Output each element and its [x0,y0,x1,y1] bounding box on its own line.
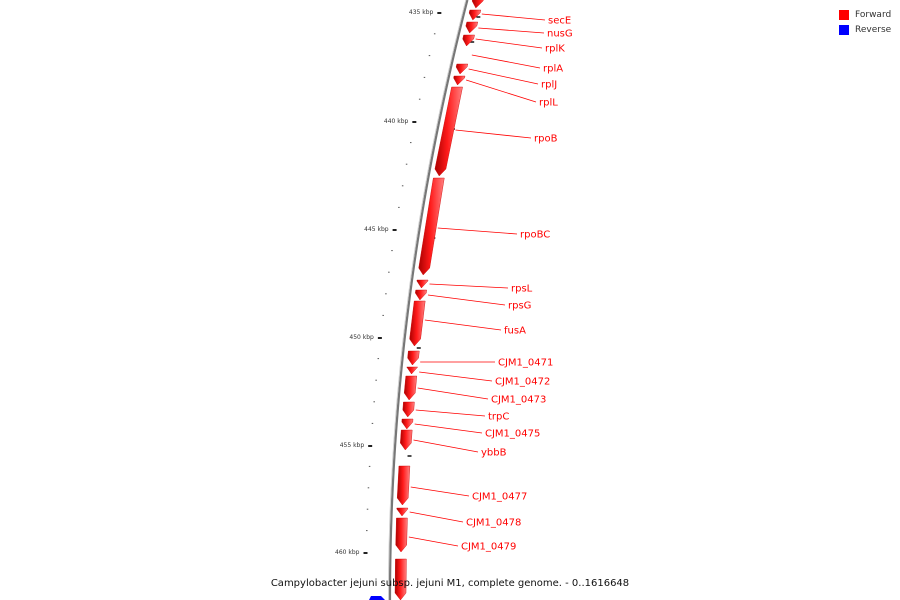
gene-arrow[interactable] [419,178,445,275]
label-leader [419,372,492,381]
gene-label-leaders [409,14,545,546]
tick-label: 460 kbp [335,549,360,556]
label-leader [455,130,531,138]
gene-label-rpla[interactable]: rplA [543,63,564,75]
label-leader [469,69,538,84]
gene-arrow[interactable] [466,22,478,33]
gene-arrow[interactable] [397,466,410,505]
gene-label-ybbb[interactable]: ybbB [481,447,507,459]
legend-reverse-label: Reverse [855,25,892,35]
label-leader [415,424,482,433]
gene-label-sece[interactable]: secE [548,15,572,27]
reverse-swatch [839,25,849,35]
label-leader [411,487,469,496]
tick-label: 450 kbp [349,334,374,341]
gene-label-rpsg[interactable]: rpsG [508,300,532,312]
label-leader [429,284,508,288]
gene-arrow[interactable] [435,87,463,176]
tick-label: 435 kbp [408,9,434,16]
label-leader [476,39,542,48]
label-leader [482,14,545,20]
gene-label-cjm1_0477[interactable]: CJM1_0477 [472,491,528,503]
label-leader [410,512,463,522]
reverse-gene-arrow[interactable] [369,596,385,600]
gene-label-rplk[interactable]: rplK [545,43,565,55]
gene-arrow[interactable] [417,280,428,288]
gene-arrow[interactable] [469,10,481,20]
legend-forward-label: Forward [855,10,892,20]
gene-arrow[interactable] [404,376,417,400]
gene-label-rpobc[interactable]: rpoBC [520,229,551,241]
gene-label-cjm1_0479[interactable]: CJM1_0479 [461,541,517,553]
gene-label-trpc[interactable]: trpC [488,411,510,423]
gene-label-cjm1_0472[interactable]: CJM1_0472 [495,376,551,388]
label-leader [416,410,485,416]
gene-arrow[interactable] [472,0,489,8]
gene-label-cjm1_0471[interactable]: CJM1_0471 [498,357,554,369]
gene-label-rpob[interactable]: rpoB [534,133,558,145]
gene-label-cjm1_0473[interactable]: CJM1_0473 [491,394,547,406]
gene-arrow[interactable] [408,351,420,365]
gene-label-rpll[interactable]: rplL [539,97,558,109]
label-leader [428,295,505,305]
label-leader [418,388,488,399]
gene-label-fusa[interactable]: fusA [504,325,526,337]
label-leader [414,440,478,452]
gene-label-rpsl[interactable]: rpsL [511,283,533,295]
tick-label: 445 kbp [364,226,389,233]
tick-label: 455 kbp [339,442,365,449]
tick-label: 440 kbp [383,118,409,125]
label-leader [438,228,517,234]
gene-label-cjm1_0478[interactable]: CJM1_0478 [466,517,522,529]
label-leader [478,28,544,33]
gene-arrow[interactable] [415,290,426,300]
genome-caption: Campylobacter jejuni subsp. jejuni M1, complete genome. - 0..1616648 [270,578,630,589]
label-leader [466,80,536,102]
gene-arrow[interactable] [397,508,408,516]
gene-label-rplj[interactable]: rplJ [541,79,558,91]
gene-label-cjm1_0475[interactable]: CJM1_0475 [485,428,541,440]
gene-arrow[interactable] [407,367,418,374]
label-leader [425,320,501,330]
label-leader [409,537,458,546]
gene-arrow[interactable] [400,430,412,450]
gene-arrow[interactable] [454,76,465,85]
label-leader [472,55,540,68]
legend-reverse [839,24,891,36]
gene-track [369,0,489,600]
gene-arrow[interactable] [410,301,426,346]
forward-swatch [839,10,849,20]
gene-arrow[interactable] [403,402,415,417]
gene-arrow[interactable] [463,35,475,46]
gene-label-nusg[interactable]: nusG [547,28,573,40]
gene-arrow[interactable] [456,64,468,74]
gene-arrow[interactable] [396,518,408,552]
legend-forward [839,9,891,21]
gene-arrow[interactable] [402,419,413,429]
